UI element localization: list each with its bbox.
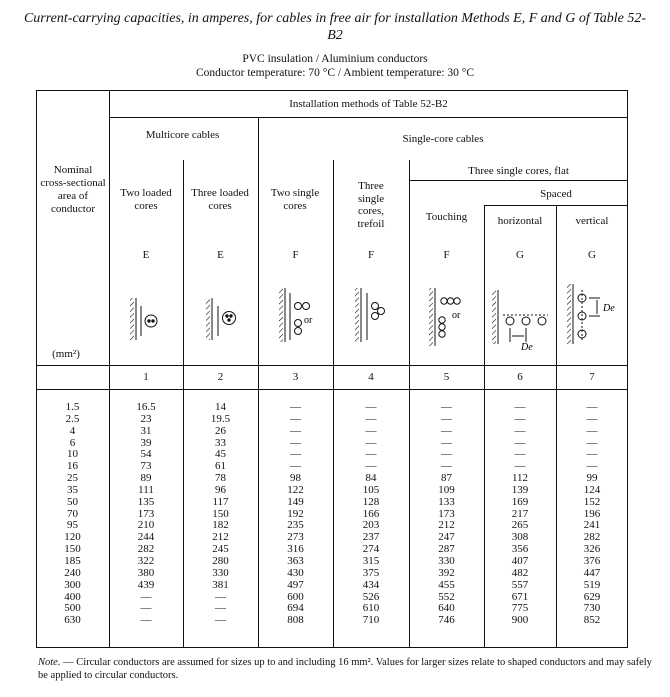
value-cell: —: [365, 436, 377, 449]
col7-label: vertical: [575, 215, 609, 227]
value-cell: 203: [362, 519, 380, 532]
value-cell: 173: [438, 507, 455, 520]
value-cell: 629: [583, 590, 601, 603]
value-cell: 392: [438, 566, 455, 579]
value-cell: 274: [362, 543, 380, 556]
value-cell: 519: [583, 578, 601, 591]
col4-label: Three single cores, trefoil: [357, 180, 385, 230]
value-cell: 210: [137, 519, 155, 532]
col4-number: 4: [368, 371, 374, 383]
size-cell: 185: [64, 554, 81, 567]
size-cell: 50: [67, 495, 78, 508]
value-cell: —: [586, 424, 598, 437]
value-cell: —: [140, 614, 152, 627]
value-cell: 152: [583, 495, 601, 508]
value-cell: —: [441, 401, 452, 413]
value-cell: 247: [438, 531, 455, 544]
value-cell: —: [290, 424, 301, 437]
value-cell: 23: [140, 412, 152, 425]
size-cell: 70: [67, 507, 78, 520]
value-cell: 280: [212, 554, 229, 567]
value-cell: 282: [137, 543, 155, 556]
value-cell: 381: [212, 578, 229, 591]
col5-label: Touching: [425, 211, 468, 223]
value-cell: —: [290, 401, 301, 413]
value-cell: —: [365, 460, 377, 473]
value-cell: 135: [137, 495, 155, 508]
value-column-6: [484, 402, 556, 627]
value-cell: 330: [438, 554, 455, 567]
value-cell: —: [215, 602, 226, 615]
value-cell: 14: [215, 401, 226, 413]
size-cell: 2.5: [65, 412, 80, 425]
value-cell: 375: [362, 566, 380, 579]
value-cell: —: [365, 412, 377, 425]
size-cell: 300: [64, 578, 81, 591]
value-cell: 330: [212, 566, 229, 579]
nominal-area-header: Nominal cross-sectional area of conductor: [40, 164, 106, 215]
col7-method: G: [588, 249, 596, 261]
value-cell: 111: [138, 483, 154, 496]
value-cell: —: [441, 460, 452, 473]
value-cell: —: [140, 602, 152, 615]
value-cell: 45: [215, 448, 226, 461]
value-cell: 326: [583, 543, 601, 556]
single-core-header: Single-core cables: [402, 133, 484, 145]
value-cell: 105: [362, 483, 380, 496]
value-column-7: [556, 402, 628, 627]
size-cell: 35: [67, 483, 78, 496]
value-cell: 16.5: [136, 401, 156, 413]
col5-number: 5: [443, 371, 450, 383]
value-cell: 852: [583, 614, 601, 627]
size-cell: 240: [64, 566, 81, 579]
value-cell: —: [514, 424, 526, 437]
value-cell: 217: [511, 507, 529, 520]
value-cell: 245: [212, 543, 229, 556]
value-cell: 273: [287, 531, 304, 544]
value-cell: 99: [586, 472, 598, 485]
multicore-header: Multicore cables: [145, 129, 220, 141]
col5-method: F: [443, 249, 450, 261]
value-cell: 84: [365, 472, 377, 485]
size-cell: 150: [64, 543, 81, 556]
value-cell: 192: [287, 507, 304, 520]
value-cell: 61: [215, 460, 226, 473]
value-cell: 710: [362, 614, 380, 627]
value-cell: —: [514, 460, 526, 473]
value-cell: —: [290, 412, 301, 425]
value-cell: —: [290, 460, 301, 473]
value-cell: —: [441, 412, 452, 425]
col1-number: 1: [143, 371, 149, 383]
value-cell: 808: [287, 614, 304, 627]
value-column-1: [109, 402, 183, 627]
value-cell: 87: [441, 472, 452, 485]
value-cell: 557: [511, 578, 529, 591]
value-cell: 235: [287, 519, 304, 532]
value-cell: 149: [287, 495, 304, 508]
value-cell: 78: [215, 472, 226, 485]
value-column-4: [333, 402, 409, 627]
value-cell: 694: [287, 602, 304, 615]
value-cell: —: [365, 448, 377, 461]
col2-method: E: [217, 249, 224, 261]
value-cell: —: [441, 436, 452, 449]
value-cell: —: [215, 590, 226, 603]
subtitle-insulation: PVC insulation / Aluminium conductors: [242, 53, 428, 65]
diagram-label: De: [603, 303, 615, 314]
value-cell: —: [140, 590, 152, 603]
size-cell: 6: [69, 436, 76, 449]
note-label: Note.: [38, 657, 61, 668]
value-cell: 139: [511, 483, 529, 496]
value-cell: 237: [362, 531, 380, 544]
value-cell: 322: [137, 554, 155, 567]
value-column-2: [183, 402, 258, 627]
value-cell: —: [441, 448, 452, 461]
value-cell: —: [514, 436, 526, 449]
value-cell: 900: [511, 614, 529, 627]
value-cell: 196: [583, 507, 601, 520]
col4-method: F: [367, 249, 375, 261]
col2-number: 2: [217, 371, 224, 383]
value-cell: 241: [583, 519, 601, 532]
value-cell: —: [365, 424, 377, 437]
value-cell: 26: [215, 424, 226, 437]
wall-hatch-icon: [130, 298, 136, 340]
installation-methods-header: Installation methods of Table 52-B2: [289, 98, 448, 110]
value-cell: 376: [583, 554, 601, 567]
value-cell: 124: [583, 483, 601, 496]
value-cell: 356: [511, 543, 529, 556]
footnote: [38, 656, 658, 682]
value-cell: 407: [511, 554, 529, 567]
value-cell: 430: [287, 566, 304, 579]
value-cell: 31: [140, 424, 152, 437]
value-cell: 39: [140, 436, 152, 449]
value-cell: 439: [137, 578, 155, 591]
size-cell: 120: [64, 531, 81, 544]
size-cell: 630: [64, 614, 81, 627]
value-cell: 117: [212, 495, 229, 508]
three-flat-header: Three single cores, flat: [468, 165, 569, 177]
value-cell: 434: [362, 578, 380, 591]
col1-method: E: [142, 249, 150, 261]
value-cell: 775: [511, 602, 529, 615]
diagram-label: or: [452, 310, 461, 321]
value-cell: 166: [362, 507, 380, 520]
value-cell: 212: [438, 519, 455, 532]
value-cell: —: [215, 614, 226, 627]
value-cell: 98: [290, 472, 301, 485]
value-cell: 133: [438, 495, 455, 508]
value-cell: 316: [287, 543, 304, 556]
value-cell: 526: [362, 590, 380, 603]
value-cell: 315: [362, 554, 380, 567]
value-cell: 112: [511, 472, 529, 485]
page-title: Current-carrying capacities, in amperes, for cables in free air for installation Methods E, F and G of Table 52-B2: [23, 11, 647, 43]
unit-label: (mm²): [52, 348, 80, 360]
value-cell: 244: [137, 531, 155, 544]
value-cell: 182: [212, 519, 229, 532]
value-cell: 640: [438, 602, 455, 615]
value-cell: 33: [215, 436, 226, 449]
value-cell: 497: [287, 578, 304, 591]
cable-icon: [223, 312, 236, 325]
value-cell: —: [514, 401, 526, 413]
col3-label: Two single cores: [270, 187, 320, 212]
col6-number: 6: [517, 371, 523, 383]
size-cell: 25: [67, 472, 78, 485]
value-cell: 150: [212, 507, 229, 520]
value-cell: 128: [362, 495, 380, 508]
value-cell: —: [290, 436, 301, 449]
value-cell: 73: [140, 460, 152, 473]
size-cell: 10: [67, 448, 78, 461]
value-cell: —: [290, 448, 301, 461]
value-cell: 287: [438, 543, 455, 556]
value-cell: 212: [212, 531, 229, 544]
value-cell: 610: [362, 602, 380, 615]
value-cell: 89: [140, 472, 152, 485]
value-cell: 109: [438, 483, 455, 496]
value-cell: 730: [583, 602, 601, 615]
value-cell: 746: [438, 614, 455, 627]
col7-number: 7: [589, 371, 595, 383]
note-text: — Circular conductors are assumed for sizes up to and including 16 mm². Values for larger sizes relate to shaped conductors and may safely be applied to circular conductors.: [38, 657, 652, 681]
spaced-header: Spaced: [540, 188, 572, 200]
value-column-3: [258, 402, 333, 627]
diagram-label: or: [304, 315, 313, 326]
col3-method: F: [292, 249, 299, 261]
col2-label: Three loaded cores: [191, 187, 249, 212]
size-cell: 500: [64, 602, 81, 615]
col6-method: G: [516, 249, 524, 261]
value-cell: 19.5: [210, 412, 231, 425]
value-cell: 447: [583, 566, 601, 579]
value-cell: —: [365, 401, 377, 413]
value-cell: —: [514, 412, 526, 425]
cable-icon: [145, 315, 157, 327]
value-cell: 455: [438, 578, 455, 591]
value-cell: 169: [511, 495, 529, 508]
diagram-label: De: [521, 342, 533, 353]
value-cell: 308: [511, 531, 529, 544]
value-column-5: [409, 402, 484, 627]
value-cell: —: [586, 412, 598, 425]
value-cell: 600: [287, 590, 304, 603]
size-column: [36, 402, 109, 627]
size-cell: 16: [67, 460, 78, 473]
value-cell: —: [514, 448, 526, 461]
col1-label: Two loaded cores: [120, 187, 172, 212]
size-cell: 1.5: [65, 401, 80, 413]
size-cell: 400: [64, 590, 81, 603]
size-cell: 95: [67, 519, 78, 532]
value-cell: 282: [583, 531, 601, 544]
value-cell: —: [441, 424, 452, 437]
value-cell: 173: [137, 507, 155, 520]
value-cell: 671: [511, 590, 529, 603]
size-cell: 4: [69, 424, 76, 437]
value-cell: —: [586, 401, 598, 413]
value-cell: —: [586, 436, 598, 449]
value-cell: 54: [140, 448, 152, 461]
value-cell: 363: [287, 554, 304, 567]
subtitle-temperature: Conductor temperature: 70 °C / Ambient temperature: 30 °C: [195, 67, 475, 79]
value-cell: 96: [215, 483, 226, 496]
value-cell: 122: [287, 483, 304, 496]
value-cell: 265: [511, 519, 529, 532]
col3-number: 3: [292, 371, 299, 383]
value-cell: 552: [438, 590, 455, 603]
value-cell: 380: [137, 566, 155, 579]
value-cell: 482: [511, 566, 529, 579]
value-cell: —: [586, 460, 598, 473]
col6-label: horizontal: [497, 215, 543, 227]
value-cell: —: [586, 448, 598, 461]
